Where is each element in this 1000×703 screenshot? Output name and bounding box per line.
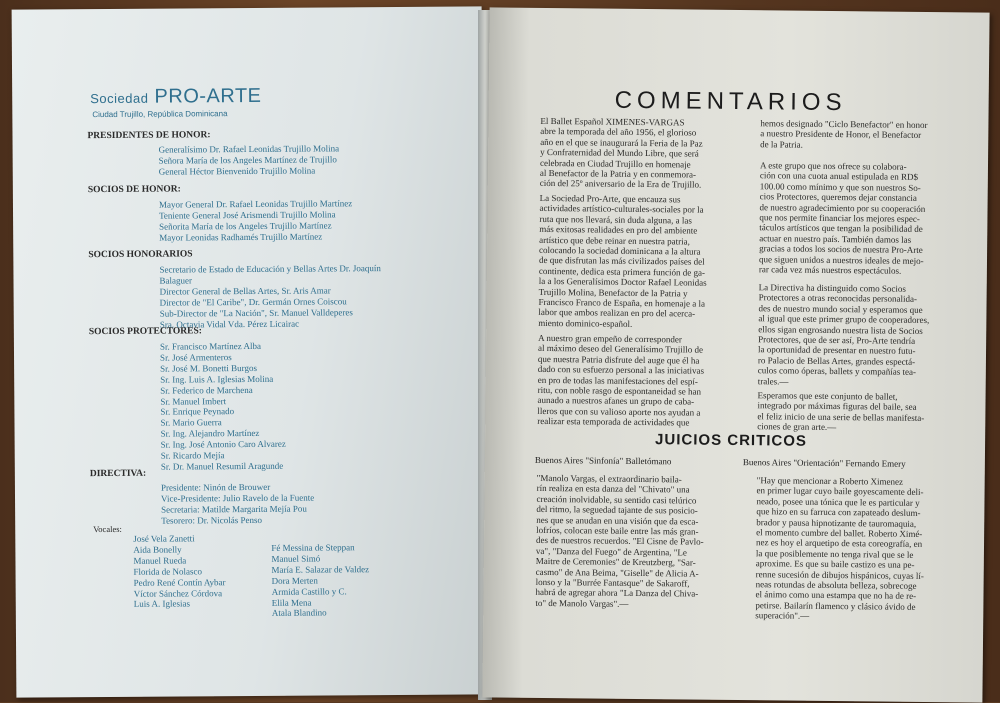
col1-paragraph-3: A nuestro gran empeño de corresponder al máximo deseo del Generalísimo Trujillo de que nuestra Patria disfrute del auge que él ha dado con su esfuerzo personal a las iniciativas en pro de todas las manifestaciones del espí- ritu, con noble rasgo de espontaneidad se han aunado a nuestros afanes un grupo de caba- lleros que con su valioso aporte nos ayudan a realizar esta temporada de actividades que	[537, 332, 705, 428]
review1-text: "Manolo Vargas, el extraordinario baila- rín realiza en esta danza del "Chivato" una creación inolvidable, su sentido casi telúrico del ritmo, la seguedad tajante de sus posicio- nes que se anudan en una visión que da esca- lofríos, colocan este baile entre las más gran- des de nuestros recuerdos. "El Cisne de Pavlo- va", "Danza del Fuego" de Argentina, "Le Maitre de Ceremonies" de Kreutzberg, "Sar- casmo" de Ana Beima, "Giselle" de Alicia A- lonso y la "Burrée Fantasque" de Sakaroff, habrá de agregar ahora "La Danza del Chiva- to" de Manolo Vargas".—	[535, 472, 704, 609]
col1-paragraph-2: La Sociedad Pro-Arte, que encauza sus actividades artístico-culturales-sociales por la ruta que nos llevará, sin duda alguna, a las más exitosas realidades en pro del ambiente artístico que debe reinar en nuestra patria, colocando la sociedad dominicana a la altura de que disfrutan las más civilizados países del continente, dedica esta primera función de ga- la a los Generalísimos Doctor Rafael Leonidas Trujillo Molina, Benefactor de la Patria y Francisco Franco de España, en homenaje a la labor que ambos realizan en pro del acerca- miento dominico-español.	[538, 192, 707, 329]
heading-socios-honor: SOCIOS DE HONOR:	[87, 184, 181, 196]
society-logo-name: PRO-ARTE	[154, 84, 262, 108]
col2-paragraph-1: hemos designado "Ciclo Benefactor" en honor a nuestro Presidente de Honor, el Benefactor de la Patria.	[760, 118, 928, 150]
col1-paragraph-1: El Ballet Español XIMENES-VARGAS abre la temporada del año 1956, el glorioso año en el que se inaugurará la Feria de la Paz y Confraternidad del Mundo Libre, que será celebrada en Ciudad Trujillo en homenaje al Benefactor de la Patria y en conmemora- ción del 25º aniversario de la Era de Trujillo.	[539, 115, 703, 191]
col2-paragraph-2: A este grupo que nos ofrece su colabora- ción con una cuota anual estipulada en RD$ 100.00 como mínimo y que son nuestros So- cios Protectores, queremos dejar constancia de nuestro agradecimiento por su cooperación que nos permite financiar los mejores espec- táculos artísticos que tengan la posibilidad de actuar en nuestro país. También damos las gracias a todos los socios de nuestra Pro-Arte que siguen unidos a nuestros ideales de mejo- rar cada vez más nuestros espectáculos.	[758, 160, 926, 276]
heading-directiva: DIRECTIVA:	[89, 468, 147, 480]
list-socios-protectores	[160, 341, 286, 473]
list-item: Florida de Nolasco	[133, 566, 203, 577]
list-item: Armida Castillo y C.	[271, 585, 347, 597]
list-item: Víctor Sánchez Córdova	[133, 587, 223, 599]
list-item: Dora Merten	[271, 575, 318, 586]
list-item: Sr. Ing. Alejandro Martínez	[160, 428, 260, 439]
list-item: Luis A. Iglesias	[133, 598, 191, 610]
list-item: Sub-Director de "La Nación", Sr. Manuel Valldeperes	[159, 306, 353, 319]
society-logo-title	[90, 85, 261, 109]
list-item: José Vela Zanetti	[133, 533, 195, 544]
heading-presidentes: PRESIDENTES DE HONOR:	[87, 130, 211, 142]
list-item: Sra. Octavia Vidal Vda. Pérez Licairac	[159, 318, 300, 330]
vocales-label: Vocales:	[93, 523, 122, 535]
society-logo-small: Sociedad	[90, 90, 149, 107]
list-item: Vice-Presidente: Julio Ravelo de la Fuente	[160, 492, 315, 504]
review2-text: "Hay que mencionar a Roberto Ximenez en primer lugar cuyo baile goyescamente deli- neado, posee una tónica que le es particular y que hizo en su farruca con zapateado deslum- brador y pausa hipnotizante de tauromaquia, el momento cumbre del ballet. Roberto Ximé- nez es hoy el arquetipo de esta coreografía, en la que posiblemente no tenga rival que se le aproxime. Es que su baile castizo es una pe- renne sucesión de dibujos hispánicos, cuyas lí- neas rotundas de absoluta belleza, sobrecoge el ánimo como una estampa que no ha de re- petirse. Bailarín flamenco y clásico ávido de superación".—	[755, 475, 924, 622]
heading-socios-honorarios: SOCIOS HONORARIOS	[88, 249, 193, 261]
list-item: Señora María de los Angeles Martínez de Trujillo	[158, 154, 337, 166]
list-item: Mayor Leonidas Radhamés Trujillo Martínez	[159, 231, 323, 243]
review2-source: Buenos Aires "Orientación" Fernando Emery	[742, 457, 906, 469]
list-item: Sr. Manuel Imbert	[160, 395, 227, 407]
list-item: Director General de Bellas Artes, Sr. Aris Amar	[159, 285, 331, 297]
list-item: Sr. Dr. Manuel Resumil Aragunde	[160, 460, 284, 472]
juicios-criticos-title: JUICIOS CRITICOS	[655, 431, 808, 450]
list-item: Sr. Ing. Luis A. Iglesias Molina	[160, 373, 274, 385]
list-item: Sr. José Armenteros	[160, 352, 232, 363]
list-item: Teniente General José Arismendi Trujillo Molina	[159, 209, 336, 221]
list-item: Pedro René Contín Aybar	[133, 576, 226, 588]
list-item: Balaguer	[159, 275, 193, 286]
society-location: Ciudad Trujillo, República Dominicana	[92, 109, 228, 120]
list-item: Atala Blandino	[271, 607, 327, 619]
list-item: Señorita María de los Angeles Trujillo Martínez	[159, 220, 332, 232]
list-item: Sr. Francisco Martínez Alba	[159, 340, 261, 352]
list-item: Sr. Federico de Marchena	[160, 384, 253, 396]
list-item: General Héctor Bienvenido Trujillo Molina	[158, 165, 316, 177]
col2-paragraph-4: Esperamos que este conjunto de ballet, integrado por máximas figuras del baile, sea el feliz inicio de una serie de bellas manifesta- ciones de gran arte.—	[757, 390, 925, 433]
list-item: Sr. Mario Guerra	[160, 417, 222, 428]
list-item: Manuel Simó	[271, 553, 321, 564]
list-item: Sr. Ricardo Mejía	[160, 450, 225, 461]
left-page	[12, 6, 487, 697]
list-item: Aida Bonelly	[133, 544, 182, 555]
list-socios-honor	[159, 198, 353, 243]
list-item: Sr. Ing. José Antonio Caro Alvarez	[160, 438, 286, 450]
list-item: Elila Mena	[271, 597, 312, 608]
list-directiva	[161, 482, 314, 527]
heading-socios-protectores: SOCIOS PROTECTORES:	[88, 326, 202, 338]
list-item: Secretaria: Matilde Margarita Mejía Pou	[161, 503, 307, 515]
list-item: Presidente: Ninón de Brouwer	[160, 481, 271, 493]
list-item: Secretario de Estado de Educación y Bellas Artes Dr. Joaquín	[159, 263, 381, 275]
list-vocales-right	[271, 542, 369, 619]
list-item: Sr. Enrique Peynado	[160, 406, 235, 418]
list-vocales-left	[133, 533, 225, 610]
comentarios-title: COMENTARIOS	[614, 86, 847, 117]
col2-paragraph-3: La Directiva ha distinguido como Socios Protectores a otras reconocidas personalida- des de nuestro mundo social y esperamos que al igual que este primer grupo de cooperadores, ellos sigan engrosando nuestra lista de Socios Protectores, que de ser así, Pro-Arte tendría la oportunidad de presentar en nuestro futu- ro Palacio de Bellas Artes, grandes espectá- culos como óperas, ballets y compañías tea- trales.—	[757, 282, 930, 387]
list-item: Mayor General Dr. Rafael Leonidas Trujillo Martínez	[158, 198, 353, 210]
list-item: Tesorero: Dr. Nicolás Penso	[161, 514, 263, 526]
right-page	[482, 7, 989, 702]
list-item: Fé Messina de Steppan	[271, 542, 355, 553]
list-item: Sr. José M. Bonetti Burgos	[160, 362, 258, 374]
review1-source: Buenos Aires "Sinfonía" Balletómano	[534, 454, 672, 467]
list-item: Generalísimo Dr. Rafael Leonidas Trujillo Molina	[158, 143, 340, 155]
list-socios-honorarios	[159, 263, 381, 330]
list-presidentes	[159, 143, 340, 177]
list-item: María E. Salazar de Valdez	[271, 563, 370, 575]
list-item: Manuel Rueda	[133, 555, 187, 566]
list-item: Director de "El Caribe", Dr. Germán Ornes Coiscou	[159, 296, 347, 308]
